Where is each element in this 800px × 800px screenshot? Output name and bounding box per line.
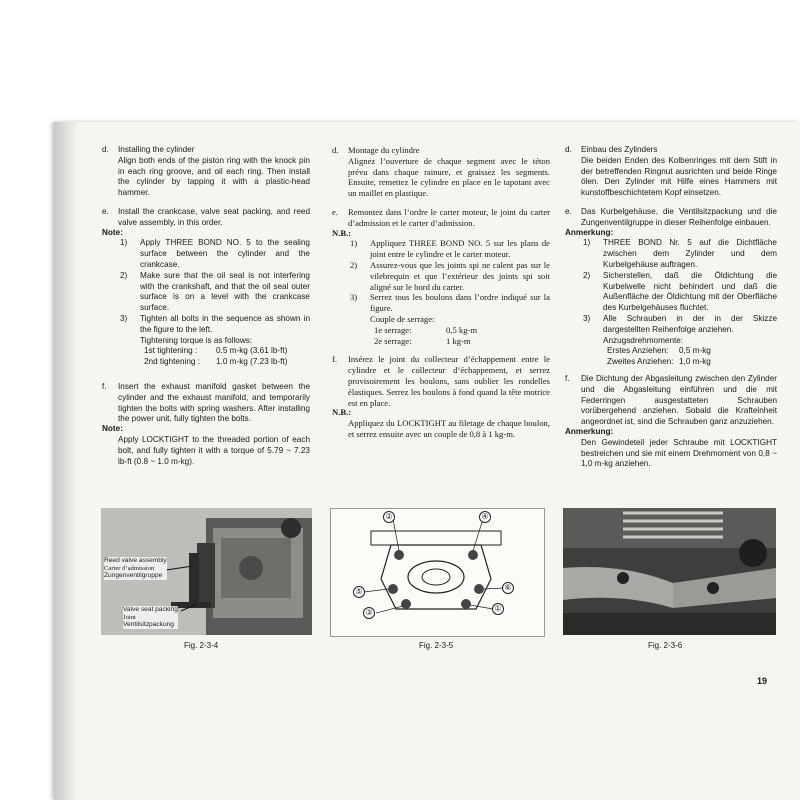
step-letter: d. [332,145,339,155]
english-column [102,145,310,475]
note-body [332,418,550,440]
torque-label: 2e serrage: [374,335,412,346]
torque-row-2 [102,357,310,368]
torque-row-1 [102,346,310,357]
torque-value: 1.0 m-kg (7.23 lb-ft) [216,357,288,367]
torque-heading: Couple de serrage: [370,313,435,324]
note-number: 3) [350,292,358,303]
figure-caption: Fig. 2-3-5 [419,641,454,650]
note-body [565,438,777,470]
torque-row-1 [332,325,550,336]
step-body: Insert the exhaust manifold gasket between the cylinder and the exhaust manifold, and temporarily tighten the bolts with spring washers. After installing the power unit, fully tighten the bolts. [118,381,310,424]
figure-exhaust-photo [563,508,776,635]
note-number: 1) [583,238,591,248]
torque-row-2 [332,336,550,347]
step-e-fr [332,207,550,229]
note-heading: Note: [102,424,123,434]
note-number: 2) [120,270,128,280]
bolt-sequence-diagram [331,509,544,636]
note-item-1 [332,238,550,260]
step-body: Insérez le joint du collecteur d’échappement entre le cylindre et le collecteur d’échappement, et serrez provisoirement les boulons, sans oublier les rondelles élastiques. Serrez les boulons à fond quand la tête motrice est en place. [348,354,550,408]
step-letter: f. [102,381,107,391]
step-letter: e. [565,206,572,216]
note-heading: N.B.: [332,407,352,418]
note-number: 3) [583,313,591,323]
note-text: Den Gewindeteil jeder Schraube mit LOCKTIGHT bestreichen und sie mit einem Drehmoment von 0,8 ~ 1,0 m-kg anziehen. [581,437,777,469]
note-item-1 [102,238,310,270]
figure-caption: Fig. 2-3-6 [648,641,683,650]
note-text: Serrez tous les boulons dans l’ordre indiqué sur la figure. [370,292,550,314]
step-e-en [102,207,310,229]
note-text: Appliquez du LOCKTIGHT au filetage de chaque boulon, et serrez ensuite avec un couple de 0,8 à 1 kg-m. [348,418,550,439]
torque-label: 1st tightening : [144,346,198,356]
note-text: Alle Schrauben in der in der Skizze dargestellten Reihenfolge anziehen. [603,313,777,334]
step-letter: e. [332,206,338,217]
torque-label: Zweites Anziehen: [607,357,674,367]
exhaust-manifold-photo [563,508,776,635]
step-title: Montage du cylindre [348,145,420,155]
note-text: Apply THREE BOND NO. 5 to the sealing surface between the cylinder and the crankcase. [140,238,310,269]
note-text: THREE BOND Nr. 5 auf die Dichtfläche zwischen dem Zylinder und dem Kurbelgehäuse auftragen. [603,238,777,269]
torque-label: 1e serrage: [374,324,412,335]
step-title: Einbau des Zylinders [581,145,658,154]
note-item-1 [565,238,777,270]
note-number: 2) [350,259,358,270]
bolt-number-2: ② [383,511,395,523]
torque-row-1 [565,346,777,357]
german-column [565,145,777,478]
note-number: 1) [120,238,128,248]
step-e-de [565,207,777,229]
page-number: 19 [757,676,768,686]
torque-value: 1 kg-m [446,335,471,346]
french-column [332,145,550,448]
note-number: 3) [120,313,128,323]
note-number: 1) [350,238,358,249]
step-letter: e. [102,206,109,216]
bolt-number-4: ④ [479,511,491,523]
note-heading: Anmerkung: [565,227,614,237]
step-letter: d. [565,145,572,154]
note-body [102,435,310,467]
torque-heading: Anzugsdrehmomente: [603,335,684,345]
note-text: Tighten all bolts in the sequence as shown in the figure to the left. [140,313,310,334]
step-letter: d. [102,145,109,154]
bolt-number-1: ① [492,603,504,615]
torque-label: Erstes Anziehen: [607,346,669,356]
torque-value: 0,5 kg-m [446,324,478,335]
step-body: Align both ends of the piston ring with the knock pin in each ring groove, and oil each ring. Then install the cylinder by tapping it with a plastic-head hammer. [118,155,310,198]
step-body: Install the crankcase, valve seat packing, and reed valve assembly, in this order. [118,206,310,227]
note-text: Appliquez THREE BOND NO. 5 sur les plans de joint entre le cylindre et le carter moteur. [370,238,550,260]
step-letter: f. [565,373,570,383]
figure-bolt-sequence [330,508,545,637]
bolt-number-6: ⑥ [502,582,514,594]
step-f-fr [332,354,550,408]
bolt-number-3: ③ [363,607,375,619]
step-body: Das Kurbelgehäuse, die Ventilsitzpackung und die Zungenventilgruppe in dieser Reihenfolge einbauen. [581,206,777,227]
callout-fr: Carter d’admission [104,564,155,572]
note-heading: N.B.: [332,227,352,238]
note-item-2 [565,271,777,314]
callout-de: Ventilsitzpackung [123,621,174,629]
note-number: 2) [583,270,591,280]
step-f-de [565,374,777,428]
callout-en: Valve seat packing [123,606,178,613]
step-body: Alignez l’ouverture de chaque segment avec le téton prévu dans chaque rainure, et graissez les segments. Ensuite, remettez le cylindre en place en le tapotant avec un maillet en plastique. [348,155,550,199]
note-text: Assurez-vous que les joints spi ne calent pas sur le vilebrequin et que l’extérieur des joints spi soit aligné sur le bord du carter. [370,259,550,292]
callout-de: Zungenventilgruppe [104,572,163,580]
torque-value: 0,5 m-kg [679,346,711,356]
reed-valve-callout [104,557,167,580]
step-f-en [102,382,310,425]
step-d-de [565,145,777,199]
page-binding-shadow [54,122,78,800]
step-letter: f. [332,354,338,365]
step-body: Die Dichtung der Abgasleitung zwischen den Zylinder und die Abgasleitung einführen und die mit Federringen ausgestatteten Schrauben vorübergehend anziehen. Sobald die Krafteinheit angeordnet ist, sind die Schrauben ganz anzuziehen. [581,373,777,427]
step-body: Remontez dans l’ordre le carter moteur, le joint du carter d’admission et le carter d’admission. [348,206,550,228]
step-d-fr [332,145,550,199]
note-item-3 [565,314,777,336]
figure-cylinder-photo [101,508,312,635]
note-heading: Note: [102,227,123,237]
note-text: Make sure that the oil seal is not interfering with the crankshaft, and that the oil seal outer surface is on a level with the crankcase surface. [140,270,310,313]
valve-seat-callout [123,606,178,629]
bolt-number-5: ⑤ [353,586,365,598]
note-item-2 [102,271,310,314]
torque-label: 2nd tightening : [144,357,200,367]
torque-value: 1,0 m-kg [679,357,711,367]
step-d-en [102,145,310,199]
torque-value: 0.5 m-kg (3.61 lb-ft) [216,346,288,356]
note-item-3 [102,314,310,336]
note-heading: Anmerkung: [565,426,614,436]
note-text: Apply LOCKTIGHT to the threaded portion of each bolt, and fully tighten it with a torque of 5.79 ~ 7.23 lb-ft (0.8 ~ 1.0 m-kg). [118,434,310,466]
figure-caption: Fig. 2-3-4 [184,641,219,650]
step-title: Installing the cylinder [118,145,195,154]
callout-en: Reed valve assembly [104,557,167,564]
torque-row-2 [565,357,777,368]
note-item-2 [332,260,550,292]
step-body: Die beiden Enden des Kolbenringes mit dem Stift in der betreffenden Ringnut ausrichten und beide Ringe ölen. Den Zylinder mit Hilfe eines Hammers mit kunstoffbeschichtetem Kopf einsetzen. [581,155,777,198]
callout-fr: Joint [123,613,136,621]
torque-heading: Tightening torque is as follows: [140,335,253,345]
note-item-3 [332,292,550,314]
note-text: Sicherstellen, daß die Öldichtung die Kurbelwelle nicht behindert und daß die Außenfläche der Öldichtung mit der Oberfläche des Kurbelgehäuses fluchtet. [603,270,777,313]
